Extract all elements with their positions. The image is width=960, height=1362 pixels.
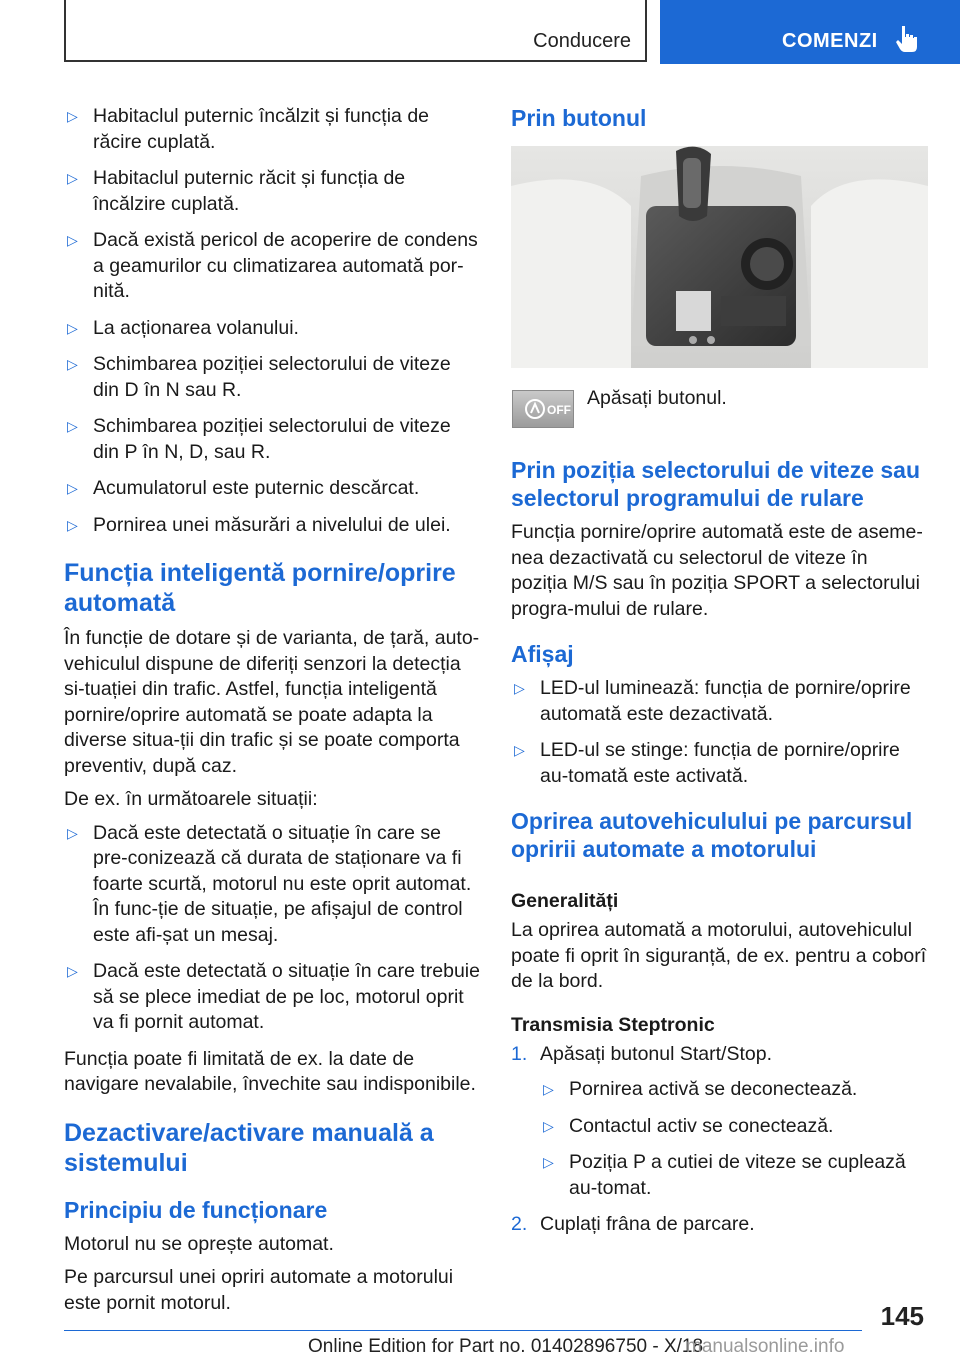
triangle-bullet-icon: ▷ (67, 356, 78, 372)
display-list (511, 676, 929, 789)
triangle-bullet-icon: ▷ (543, 1081, 554, 1097)
header-chapter-label: COMENZI (782, 30, 878, 52)
step-sub-list (540, 1077, 929, 1201)
manual-toggle-heading: Dezactivare/activare manuală a sistemului (64, 1118, 434, 1177)
header-section-title: Conducere (533, 30, 631, 52)
triangle-bullet-icon: ▷ (67, 824, 78, 841)
general-paragraph: La oprirea automată a motorului, autovehiculul poate fi oprit în siguranță, de ex. pentru a coborî de la bord. (511, 919, 927, 992)
watermark: manualsonline.info (686, 1336, 845, 1357)
page-number: 145 (880, 1301, 924, 1331)
smart-stop-paragraph: În funcție de dotare și de varianta, de țară, auto-vehiculul dispune de diferiți senzori la detecția si-tuației din trafic. Astfel, funcția inteligentă pornire/oprire automată se poate adapta la diverse situa-ții din trafic și se poate comporta preventiv, după caz. (64, 627, 480, 777)
list-item: ▷ Pornirea unei măsurări a nivelului de ulei. (64, 513, 480, 539)
list-item: ▷ Dacă este detectată o situație în care trebuie să se plece imediat de pe loc, motorul oprit va fi pornit automat. (67, 960, 480, 1033)
header-section-box (64, 0, 647, 62)
list-item: ▷ LED-ul luminează: funcția de pornire/oprire automată este dezactivată. (514, 677, 911, 725)
left-column (64, 104, 480, 1324)
selector-paragraph: Funcția pornire/oprire automată este de aseme-nea dezactivată cu selectorul de viteze în poziția M/S sau în poziția SPORT a selectorului progra-mului de rulare. (511, 521, 923, 620)
example-intro: De ex. în următoarele situații: (64, 788, 318, 810)
list-item: ▷ Habitaclul puternic încălzit și funcția de răcire cuplată. (67, 105, 430, 153)
step-number: 2. (511, 1213, 528, 1235)
hand-pointer-icon (896, 24, 918, 52)
list-item: ▷ Schimbarea poziției selectorului de viteze din P în N, D, sau R. (67, 415, 451, 463)
triangle-bullet-icon: ▷ (67, 170, 78, 186)
principle-heading: Principiu de funcționare (64, 1196, 328, 1223)
display-heading: Afișaj (511, 641, 574, 667)
smart-stop-heading: Funcția inteligentă pornire/oprire automată (64, 559, 456, 617)
triangle-bullet-icon: ▷ (67, 963, 78, 979)
triangle-bullet-icon: ▷ (67, 480, 78, 496)
footer-divider (64, 1330, 862, 1331)
list-item: ▷ Poziția P a cutiei de viteze se cuplează au-tomat. (543, 1151, 906, 1199)
step-item: 2. Cuplați frâna de parcare. (511, 1212, 929, 1238)
limitation-paragraph: Funcția poate fi limitată de ex. la date de navigare nevalabile, învechite sau indisponibile. (64, 1047, 476, 1095)
principle-paragraph-1: Motorul nu se oprește automat. (64, 1232, 334, 1255)
list-item: ▷ LED-ul se stinge: funcția de pornire/oprire au-tomată este activată. (514, 739, 900, 787)
press-button-text: Apăsați butonul. (587, 387, 727, 409)
list-item: ▷ Dacă este detectată o situație în care se pre-conizează că durata de staționare va fi foarte scurtă, motorul nu este oprit automat. În func-ție de situație, pe afișajul de control este afi-șat un mesaj. (67, 821, 472, 946)
steptronic-steps-2 (511, 1212, 929, 1238)
principle-paragraph-2: Pe parcursul unei opriri automate a motorului este pornit motorul. (64, 1266, 454, 1314)
list-item: ▷ Dacă există pericol de acoperire de condens a geamurilor cu climatizarea automată por-nită. (67, 229, 478, 302)
steptronic-heading: Transmisia Steptronic (511, 1013, 715, 1036)
right-column (511, 104, 929, 1248)
triangle-bullet-icon: ▷ (514, 680, 525, 696)
header-chapter-tab[interactable] (660, 0, 960, 64)
button-instruction-row (511, 386, 929, 438)
list-item: ▷ Acumulatorul este puternic descărcat. (64, 476, 480, 502)
list-item: ▷ Contactul activ se conectează. (540, 1114, 929, 1140)
step-number: 1. (511, 1042, 528, 1065)
list-item: ▷ Habitaclul puternic răcit și funcția de încălzire cuplată. (67, 167, 406, 215)
selector-heading: Prin poziția selectorului de viteze sau selectorul programului de rulare (511, 457, 921, 511)
svg-text:OFF: OFF (547, 403, 571, 417)
triangle-bullet-icon: ▷ (67, 516, 78, 533)
auto-start-stop-off-icon (512, 390, 574, 428)
triangle-bullet-icon: ▷ (67, 418, 78, 434)
steptronic-steps (511, 1042, 929, 1068)
triangle-bullet-icon: ▷ (543, 1154, 554, 1170)
triangle-bullet-icon: ▷ (543, 1117, 554, 1134)
stopping-heading: Oprirea autovehiculului pe parcursul opririi automate a motorului (511, 808, 913, 862)
step-item: 1. Apăsați butonul Start/Stop. (511, 1042, 929, 1068)
triangle-bullet-icon: ▷ (67, 319, 78, 336)
smart-situations-list (64, 821, 480, 1036)
list-item: ▷ Schimbarea poziției selectorului de viteze din D în N sau R. (67, 353, 451, 401)
triangle-bullet-icon: ▷ (514, 742, 525, 758)
list-item: ▷ La acționarea volanului. (64, 316, 480, 342)
center-console-photo (511, 146, 928, 368)
general-heading: Generalități (511, 890, 619, 912)
triangle-bullet-icon: ▷ (67, 232, 78, 248)
edition-note: Online Edition for Part no. 01402896750 - X/18 (308, 1336, 704, 1357)
conditions-list (64, 104, 480, 538)
list-item: ▷ Pornirea activă se deconectează. (540, 1077, 929, 1103)
triangle-bullet-icon: ▷ (67, 108, 78, 124)
button-heading: Prin butonul (511, 105, 647, 131)
